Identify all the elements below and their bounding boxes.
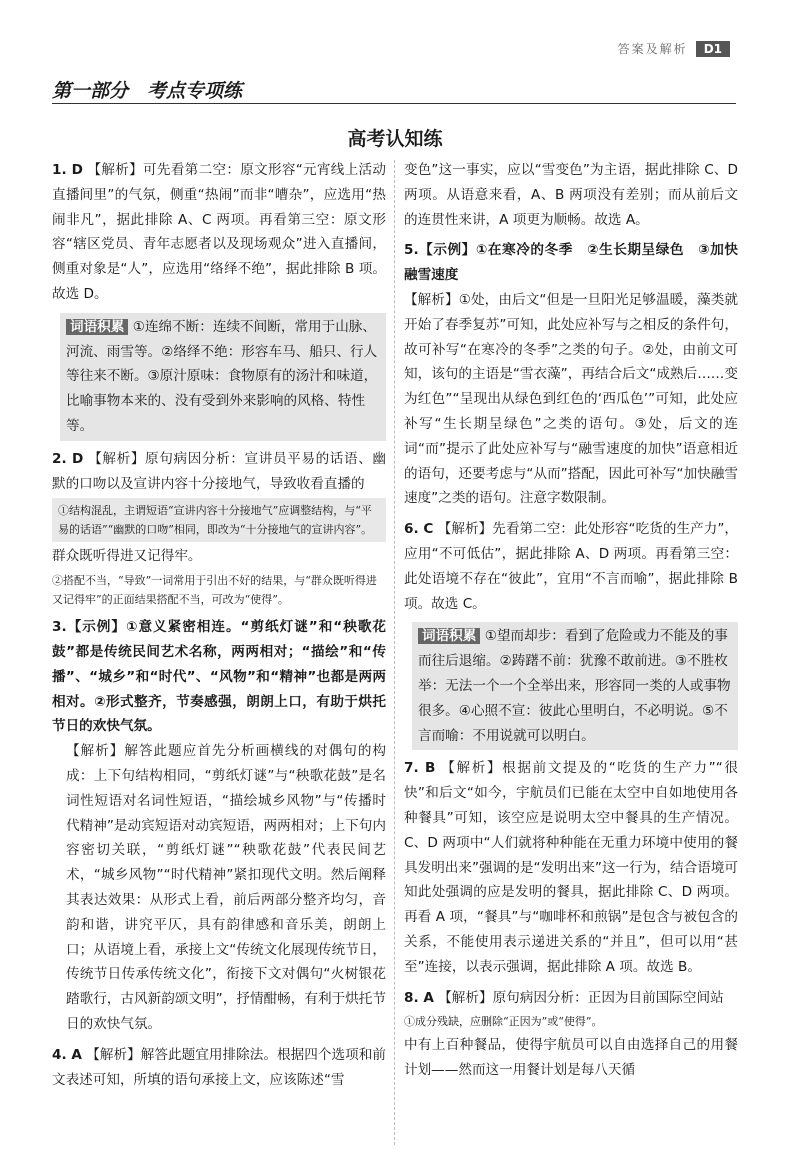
answer-5: 5.【示例】①在寒冷的冬季 ②生长期呈绿色 ③加快融雪速度: [404, 242, 739, 284]
part-rule: [52, 103, 736, 104]
page-header: [618, 40, 730, 57]
note-8-1: ①成分残缺，应删除“正因为”或“使得”。: [404, 1015, 603, 1029]
vocab-tag: 词语积累: [418, 628, 480, 644]
main-title: 高考认知练: [347, 128, 443, 150]
vocab-box-1: 词语积累 ①连绵不断：连续不间断，常用于山脉、河流、雨雪等。②络绎不绝：形容车马、船只、行人等往来不断。③原汁原味：食物原有的汤汁和味道，比喻事物本来的、没有受到外来影响的风格、特性等。: [60, 313, 386, 441]
answer-2: 2. D 【解析】原句病因分析：宣讲员平易的话语、幽默的口吻以及宣讲内容十分接地气，导致收看直播的: [52, 450, 387, 492]
answer-6: 6. C 【解析】先看第二空：此处形容“吃货的生产力”，应用“不可低估”，据此排除 A、D 两项。再看第三空：此处语境不存在“彼此”，宜用“不言而喻”，据此排除 B 项。故选 C。: [404, 521, 738, 612]
header-section: 答案及解析: [617, 42, 688, 56]
analysis-5: 【解析】①处，由后文“但是一旦阳光足够温暖，藻类就开始了春季复苏”可知，此处应补写与之相反的条件句，故可补写“在寒冷的冬季”之类的句子。②处，由前文可知，该句的主语是“雪衣藻”，再结合后文“成熟后……变为红色”“呈现出从绿色到红色的‘西瓜色’”可知，此处应补写“生长期呈绿色”之类的语句。③处，后文的连词“而”提示了此处应补写与“融雪速度的加快”语意相近的语句，还要考虑与“从而”搭配，因此可补写“加快融雪速度”之类的语句。注意字数限制。: [404, 291, 738, 507]
analysis-3: 【解析】解答此题应首先分析画横线的对偶句的构成：上下句结构相同，“剪纸灯谜”与“秧歌花鼓”是名词性短语对名词性短语，“描绘城乡风物”与“传播时代精神”是动宾短语对动宾短语，两两相对；上下句内容密切关联，“剪纸灯谜”“秧歌花鼓”代表民间艺术，“城乡风物”“时代精神”紧扣现代文明。然后阐释其表达效果：从形式上看，前后两部分整齐均匀，音韵和谐，讲究平仄，具有韵律感和音乐美，朗朗上口；从语境上看，承接上文“传统文化展现传统节日，传统节日传承传统文化”，衔接下文对偶句“火树银花踏歌行，古风新韵颂文明”，抒情酣畅，有利于烘托节日的欢快气氛。: [66, 743, 386, 1032]
answer-4-cont: 变色”这一事实，应以“雪变色”为主语，据此排除 C、D 两项。从语意来看，A、B 两项没有差别；而从前后文的连贯性来讲，A 项更为顺畅。故选 A。: [404, 162, 738, 228]
note-2-1: ①结构混乱，主谓短语“宣讲内容十分接地气”应调整结构，与“平易的话语”“幽默的口吻”相同，即改为“十分接地气的宣讲内容”。: [52, 498, 386, 542]
answer-2-cont: 群众既听得进又记得牢。: [52, 548, 202, 565]
answer-8-cont: 中有上百种餐品，使得宇航员可以自由选择自己的用餐计划——然而这一用餐计划是每八天循: [404, 1037, 738, 1079]
answer-8: 8. A 【解析】原句病因分析：正因为目前国际空间站: [404, 989, 724, 1006]
answer-1: 1. D 【解析】可先看第二空：原文形容“元宵线上活动直播间里”的气氛，侧重“热闹”而非“嘈杂”，应选用“热闹非凡”，据此排除 A、C 两项。再看第三空：原文形容“辖区党员、青年志愿者以及现场观众”进入直播间，侧重对象是“人”，应选用“络绎不绝”，据此排除 B 项。故选 D。: [52, 162, 387, 302]
vocab-tag: 词语积累: [66, 319, 128, 335]
answer-3: 3.【示例】①意义紧密相连。“剪纸灯谜”和“秧歌花鼓”都是传统民间艺术名称，两两相对；“描绘”和“传播”、“城乡”和“时代”、“风物”和“精神”也都是两两相对。②形式整齐，节奏感强，朗朗上口，有助于烘托节日的欢快气氛。: [52, 619, 386, 735]
right-column: [404, 158, 738, 1083]
page-badge: D1: [696, 41, 730, 57]
vocab-box-6: 词语积累 ①望而却步：看到了危险或力不能及的事而往后退缩。②踌躇不前：犹豫不敢前进。③不胜枚举：无法一个一个全举出来，形容同一类的人或事物很多。④心照不宣：彼此心里明白，不必明说。⑤不言而喻：不用说就可以明白。: [412, 622, 738, 750]
column-divider: [394, 160, 395, 1145]
note-2-2: ②搭配不当，“导致”一词常用于引出不好的结果，与“群众既听得进又记得牢”的正面结果搭配不当，可改为“使得”。: [52, 574, 377, 607]
part-title: 第一部分 考点专项练: [52, 80, 243, 102]
left-column: [52, 158, 386, 1092]
answer-7: 7. B 【解析】根据前文提及的“吃货的生产力”“很快”和后文“如今，宇航员们已能在太空中自如地使用各种餐具”可知，该空应是说明太空中餐具的生产情况。C、D 两项中“人们就将种种能在无重力环境中使用的餐具发明出来”强调的是“发明出来”这一行为，结合语境可知此处强调的应是发明的餐具，据此排除 C、D 两项。再看 A 项，“餐具”与“咖啡杯和煎锅”是包含与被包含的关系，不能使用表示递进关系的“并且”，但可以用“甚至”连接，以表示强调，据此排除 A 项。故选 B。: [404, 760, 738, 975]
answer-4: 4. A 【解析】解答此题宜用排除法。根据四个选项和前文表述可知，所填的语句承接上文，应该陈述“雪: [52, 1046, 386, 1088]
